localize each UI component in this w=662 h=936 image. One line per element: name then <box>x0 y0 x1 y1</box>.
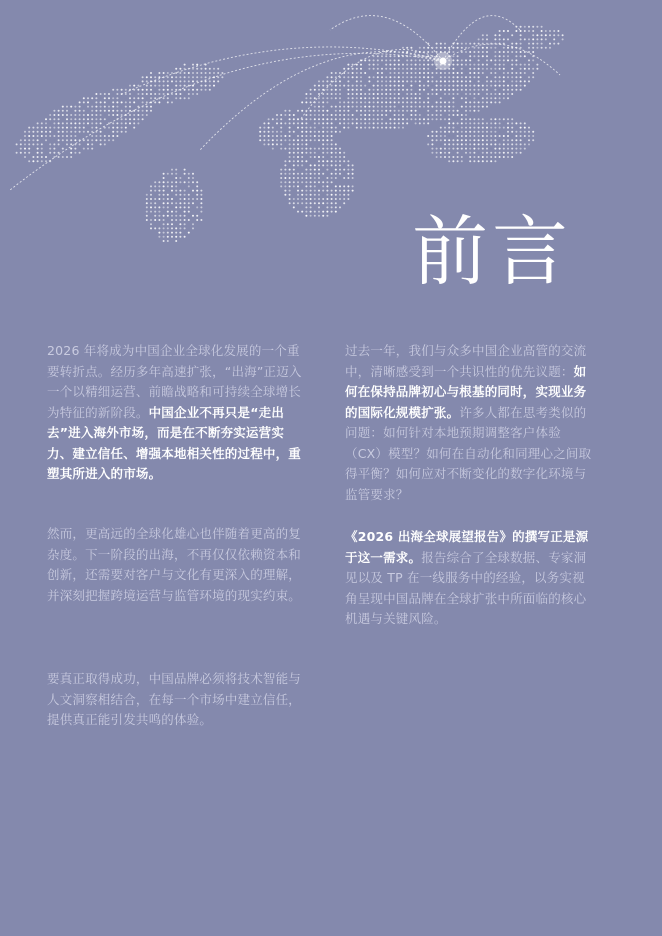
left-p1-text: 2026 年将成为中国企业全球化发展的一个重要转折点。经历多年高速扩张，“出海”正迈入一个以精细运营、前瞻战略和可持续全球增长为特征的新阶段。 <box>47 343 302 420</box>
right-p1-text-2: 许多人都在思考类似的问题：如何针对本地预期调整客户体验（CX）模型？如何在自动化和同理心之间取得平衡？如何应对不断变化的数字化环境与监管要求？ <box>345 404 592 502</box>
hub-point-icon <box>440 58 447 65</box>
left-p1-highlight: 中国企业不再只是“走出去”进入海外市场，而是在不断夯实运营实力、建立信任、增强本地相关性的过程中，重塑其所进入的市场。 <box>47 404 302 481</box>
right-p1-text: 过去一年，我们与众多中国企业高管的交流中，清晰感受到一个共识性的优先议题： <box>345 343 587 379</box>
left-paragraph-3: 要真正取得成功，中国品牌必须将技术智能与人文洞察相结合，在每一个市场中建立信任，提供真正能引发共鸣的体验。 <box>47 671 302 727</box>
left-paragraph-1 <box>47 341 303 485</box>
left-paragraph-2: 然而，更高远的全球化雄心也伴随着更高的复杂度。下一阶段的出海，不再仅仅依赖资本和创新，还需要对客户与文化有更深入的理解，并深刻把握跨境运营与监管环境的现实约束。 <box>47 526 302 603</box>
right-paragraph-1 <box>345 341 595 505</box>
right-p2-highlight: 《2026 出海全球展望报告》的撰写正是源于这一需求。 <box>345 529 589 565</box>
right-paragraph-2 <box>345 527 595 630</box>
right-p2-text: 报告综合了全球数据、专家洞见以及 TP 在一线服务中的经验，以务实视角呈现中国品牌在全球扩张中所面临的核心机遇与关键风险。 <box>345 549 587 626</box>
page-title: 前言 <box>412 207 572 296</box>
right-p1-highlight: 如何在保持品牌初心与根基的同时，实现业务的国际化规模扩张。 <box>345 363 587 420</box>
